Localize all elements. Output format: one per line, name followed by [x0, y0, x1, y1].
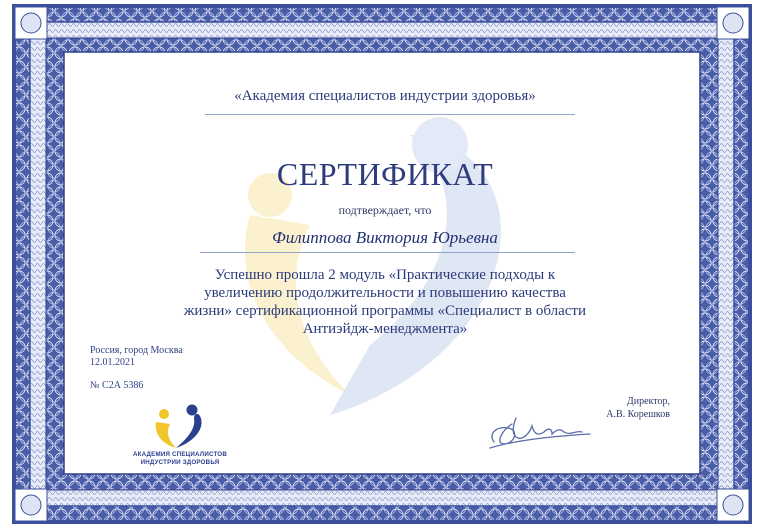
- certificate-number: № С2А 5386: [90, 380, 144, 391]
- confirms-text: подтверждает, что: [338, 203, 432, 217]
- certificate-title: СЕРТИФИКАТ: [276, 156, 494, 192]
- recipient-divider: [200, 252, 575, 253]
- heart-figures-icon: [150, 402, 210, 452]
- director-name: А.В. Корешков: [606, 409, 670, 420]
- certificate-body: Успешно прошла 2 модуль «Практические подходы к увеличению продолжительности и повышению качества жизни» сертификационной программы «Специалист в области Антиэйдж-менеджмента»: [184, 267, 586, 337]
- top-divider: [205, 114, 575, 115]
- academy-logo: [130, 402, 230, 476]
- logo-text-line1: АКАДЕМИЯ СПЕЦИАЛИСТОВ: [132, 451, 227, 458]
- organization-line: «Академия специалистов индустрии здоровья»: [234, 88, 536, 104]
- issue-date: 12.01.2021: [90, 357, 135, 368]
- logo-watermark: [210, 95, 570, 425]
- recipient-name: Филиппова Виктория Юрьевна: [272, 228, 498, 247]
- signature: [486, 404, 596, 454]
- director-title: Директор,: [626, 396, 670, 407]
- issue-place: Россия, город Москва: [90, 345, 183, 356]
- logo-text-line2: ИНДУСТРИИ ЗДОРОВЬЯ: [140, 459, 220, 466]
